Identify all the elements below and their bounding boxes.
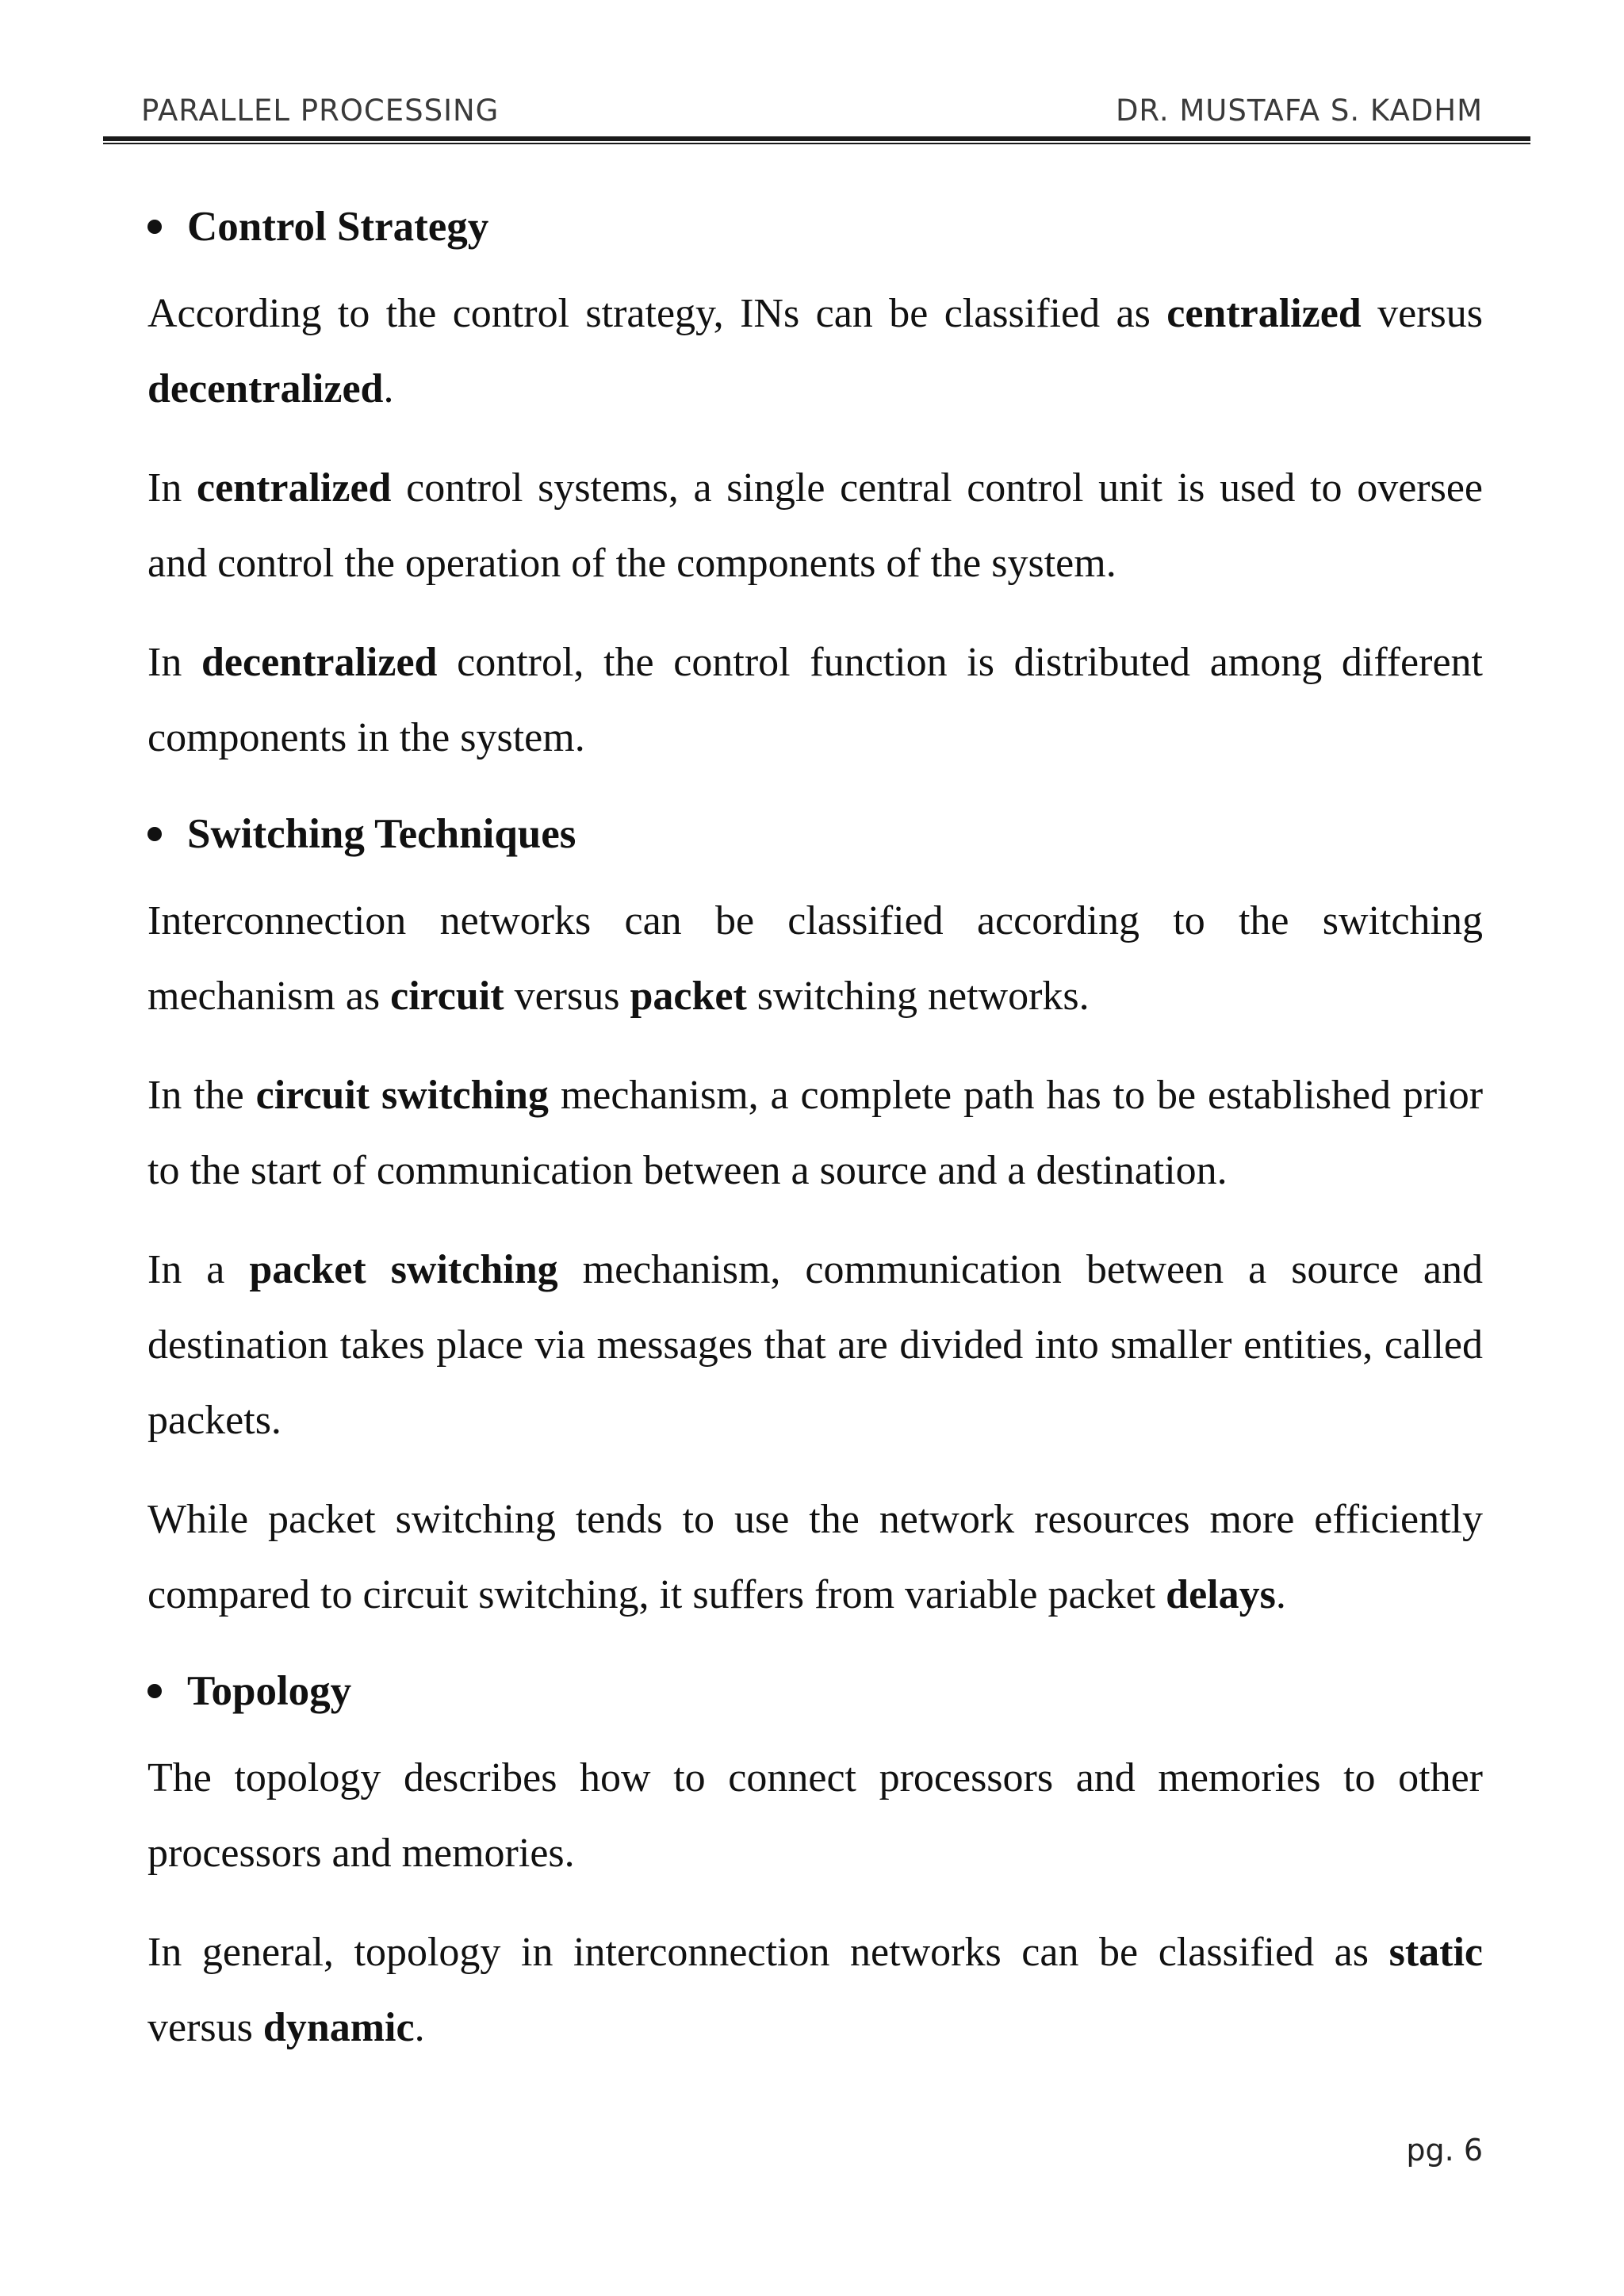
paragraph: In centralized control systems, a single central control unit is used to oversee and control the operation of the components of the system. — [147, 465, 1483, 586]
paragraph: In a packet switching mechanism, communication between a source and destination takes place via messages that are divided into smaller entities, called packets. — [147, 1247, 1483, 1443]
section-heading-control-strategy: Control Strategy — [147, 195, 1483, 258]
bullet-icon — [147, 1684, 162, 1698]
paragraph: In decentralized control, the control function is distributed among different components in the system. — [147, 640, 1483, 760]
section-heading-topology: Topology — [147, 1659, 1483, 1723]
main-content — [147, 195, 1483, 2065]
paragraph: Interconnection networks can be classified according to the switching mechanism as circuit versus packet switching networks. — [147, 898, 1483, 1019]
paragraph: The topology describes how to connect processors and memories to other processors and memories. — [147, 1755, 1483, 1876]
paragraph: In general, topology in interconnection networks can be classified as static versus dynamic. — [147, 1930, 1483, 2050]
header-rule-thin — [103, 143, 1530, 144]
page-header — [141, 94, 1483, 138]
paragraph: According to the control strategy, INs can be classified as centralized versus decentralized. — [147, 291, 1483, 411]
header-course-title: PARALLEL PROCESSING — [141, 94, 500, 128]
header-rule — [103, 136, 1530, 141]
page-number: pg. 6 — [1406, 2133, 1483, 2168]
bullet-icon — [147, 827, 162, 841]
section-heading-switching-techniques: Switching Techniques — [147, 802, 1483, 866]
paragraph: In the circuit switching mechanism, a complete path has to be established prior to the start of communication between a source and a destination. — [147, 1073, 1484, 1193]
bullet-icon — [147, 220, 162, 234]
paragraph: While packet switching tends to use the network resources more efficiently compared to circuit switching, it suffers from variable packet delays. — [147, 1497, 1483, 1617]
header-author: DR. MUSTAFA S. KADHM — [1115, 94, 1483, 128]
